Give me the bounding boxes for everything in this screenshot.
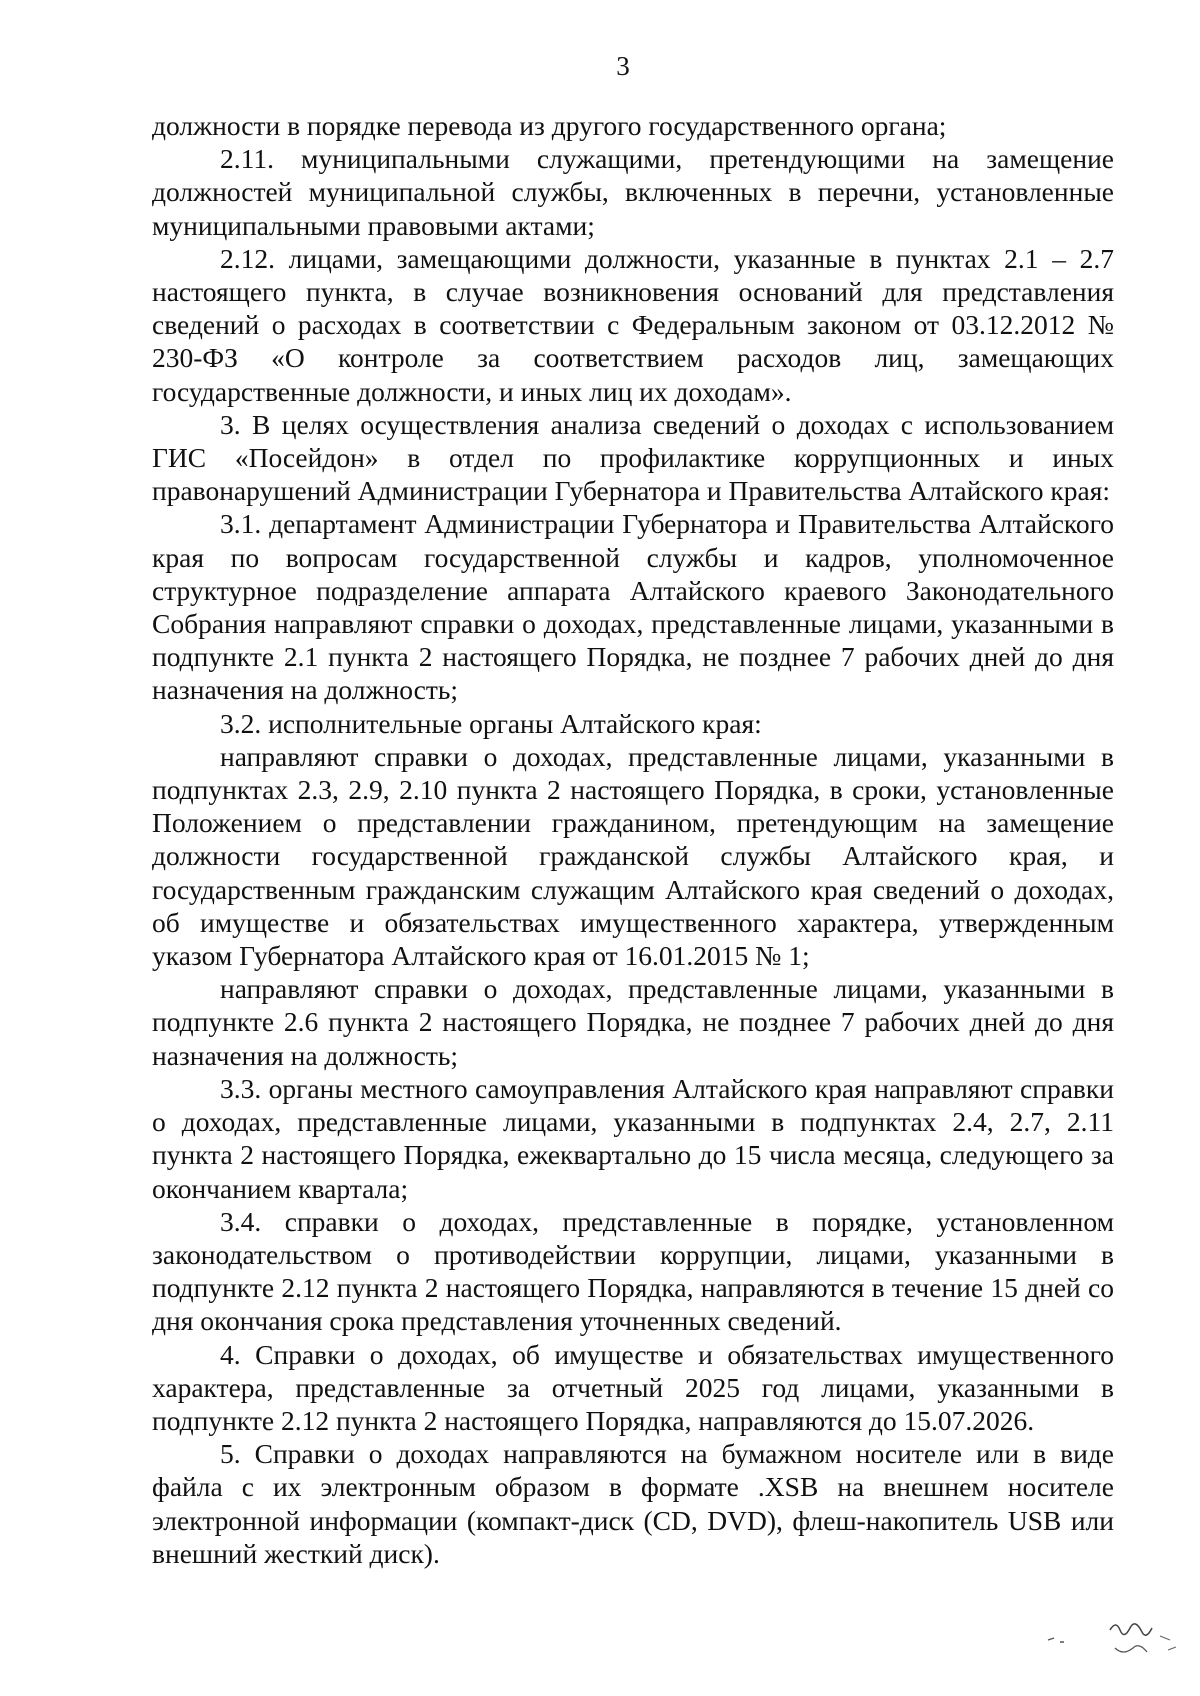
paragraph-3: 3. В целях осуществления анализа сведений о доходах с использованием ГИС «Посейдон» в отдел по профилактике коррупционных и иных правонарушений Администрации Губернатора и Правительства Алтайского края:	[152, 408, 1114, 507]
paragraph-3-1: 3.1. департамент Администрации Губернатора и Правительства Алтайского края по вопросам государственной службы и кадров, уполномоченное структурное подразделение аппарата Алтайского краевого Законодательного Собрания направляют справки о доходах, представленные лицами, указанными в подпункте 2.1 пункта 2 настоящего Порядка, не позднее 7 рабочих дней до дня назначения на должность;	[152, 508, 1114, 706]
paragraph-2-12: 2.12. лицами, замещающими должности, указанные в пунктах 2.1 – 2.7 настоящего пункта, в случае возникновения оснований для представления сведений о расходах в соответствии с Федеральным законом от 03.12.2012 № 230-ФЗ «О контроле за соответствием расходов лиц, замещающих государственные должности, и иных лиц их доходам».	[152, 242, 1114, 407]
handwritten-mark-icon	[1040, 1600, 1190, 1670]
document-body	[152, 109, 1114, 1570]
paragraph-3-2: 3.2. исполнительные органы Алтайского края:	[220, 707, 762, 739]
paragraph-5: 5. Справки о доходах направляются на бумажном носителе или в виде файла с их электронным образом в формате .XSB на внешнем носителе электронной информации (компакт-диск (CD, DVD), флеш-накопитель USB или внешний жесткий диск).	[152, 1438, 1114, 1569]
page-number: 3	[616, 51, 630, 81]
paragraph-3-3: 3.3. органы местного самоуправления Алтайского края направляют справки о доходах, представленные лицами, указанными в подпунктах 2.4, 2.7, 2.11 пункта 2 настоящего Порядка, ежеквартально до 15 числа месяца, следующего за окончанием квартала;	[152, 1072, 1114, 1204]
paragraph-3-4: 3.4. справки о доходах, представленные в порядке, установленном законодательством о противодействии коррупции, лицами, указанными в подпункте 2.12 пункта 2 настоящего Порядка, направляются в течение 15 дней со дня окончания срока представления уточненных сведений.	[152, 1205, 1114, 1337]
paragraph-4: 4. Справки о доходах, об имуществе и обязательствах имущественного характера, представленные за отчетный 2025 год лицами, указанными в подпункте 2.12 пункта 2 настоящего Порядка, направляются до 15.07.2026.	[152, 1338, 1114, 1436]
paragraph-continuation: должности в порядке перевода из другого государственного органа;	[152, 110, 947, 141]
paragraph-3-2-a: направляют справки о доходах, представленные лицами, указанными в подпунктах 2.3, 2.9, 2.10 пункта 2 настоящего Порядка, в сроки, установленные Положением о представлении гражданином, претендующим на замещение должности государственной гражданской службы Алтайского края, и государственным гражданским служащим Алтайского края сведений о доходах, об имуществе и обязательствах имущественного характера, утвержденным указом Губернатора Алтайского края от 16.01.2015 № 1;	[152, 740, 1114, 972]
paragraph-2-11: 2.11. муниципальными служащими, претендующими на замещение должностей муниципальной службы, включенных в перечни, установленные муниципальными правовыми актами;	[152, 143, 1114, 241]
paragraph-3-2-b: направляют справки о доходах, представленные лицами, указанными в подпункте 2.6 пункта 2 настоящего Порядка, не позднее 7 рабочих дней до дня назначения на должность;	[152, 973, 1114, 1071]
